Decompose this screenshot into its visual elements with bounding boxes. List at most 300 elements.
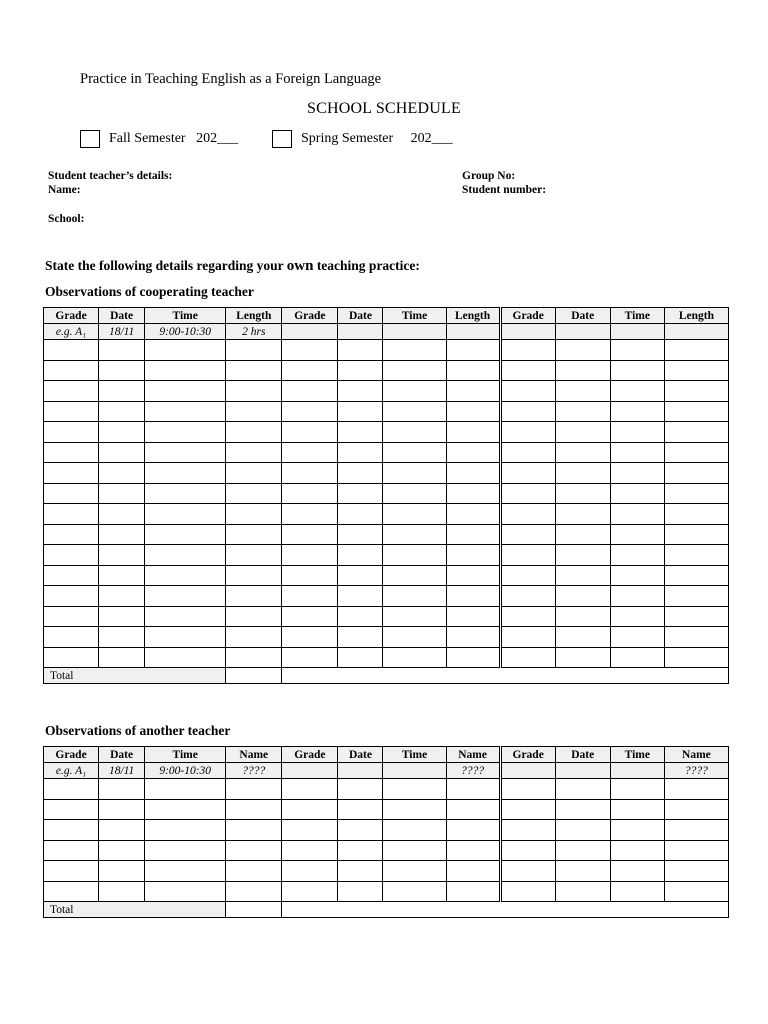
table-cell[interactable] xyxy=(282,401,338,422)
table-cell[interactable] xyxy=(446,422,500,443)
table-cell[interactable] xyxy=(500,442,555,463)
table-cell[interactable] xyxy=(500,360,555,381)
table-cell[interactable] xyxy=(99,881,145,902)
table-cell[interactable] xyxy=(338,647,383,668)
table-cell[interactable] xyxy=(145,586,226,607)
table-cell[interactable] xyxy=(383,647,446,668)
table-cell[interactable] xyxy=(610,504,664,525)
table-cell[interactable] xyxy=(610,360,664,381)
table-cell[interactable] xyxy=(446,360,500,381)
table-cell[interactable] xyxy=(44,606,99,627)
table-cell[interactable] xyxy=(383,606,446,627)
table-cell[interactable] xyxy=(282,524,338,545)
table-cell[interactable] xyxy=(226,463,282,484)
example-cell: e.g. A₁ xyxy=(44,324,99,340)
table-cell[interactable] xyxy=(446,340,500,361)
table-cell[interactable] xyxy=(282,565,338,586)
table-cell[interactable] xyxy=(145,799,226,820)
table-cell[interactable] xyxy=(282,463,338,484)
table-cell[interactable] xyxy=(145,483,226,504)
table-cell[interactable] xyxy=(338,881,383,902)
table-cell[interactable] xyxy=(226,820,282,841)
table-cell[interactable] xyxy=(383,881,446,902)
total-value-cell[interactable] xyxy=(226,902,282,918)
column-header: Time xyxy=(610,308,664,324)
table-cell[interactable] xyxy=(383,861,446,882)
table-cell[interactable] xyxy=(282,627,338,648)
table-cell[interactable] xyxy=(610,442,664,463)
table-cell[interactable] xyxy=(383,483,446,504)
total-label: Total xyxy=(44,668,226,684)
table-cell[interactable] xyxy=(555,483,610,504)
table-cell[interactable] xyxy=(664,483,728,504)
table-cell[interactable] xyxy=(282,504,338,525)
table-cell[interactable] xyxy=(664,504,728,525)
table-cell[interactable] xyxy=(282,881,338,902)
table-cell[interactable] xyxy=(446,647,500,668)
table-cell[interactable] xyxy=(338,799,383,820)
table-cell[interactable] xyxy=(226,647,282,668)
table-cell[interactable] xyxy=(555,422,610,443)
table-cell[interactable] xyxy=(500,504,555,525)
table-cell[interactable] xyxy=(555,340,610,361)
table-cell[interactable] xyxy=(383,586,446,607)
table-cell[interactable] xyxy=(44,779,99,800)
table-cell[interactable] xyxy=(99,861,145,882)
table-cell[interactable] xyxy=(555,360,610,381)
table-cell[interactable] xyxy=(610,606,664,627)
table-cell[interactable] xyxy=(446,401,500,422)
example-cell xyxy=(383,324,446,340)
table-cell[interactable] xyxy=(145,565,226,586)
table-cell[interactable] xyxy=(664,840,728,861)
fall-semester-checkbox[interactable] xyxy=(80,130,100,148)
table-cell[interactable] xyxy=(664,442,728,463)
column-header: Time xyxy=(145,308,226,324)
table-cell[interactable] xyxy=(282,799,338,820)
table-cell[interactable] xyxy=(610,647,664,668)
table-cell[interactable] xyxy=(610,340,664,361)
table-cell[interactable] xyxy=(44,840,99,861)
table-cell[interactable] xyxy=(500,422,555,443)
table-cell[interactable] xyxy=(44,483,99,504)
header-row xyxy=(44,747,729,763)
table-cell[interactable] xyxy=(338,463,383,484)
table-cell[interactable] xyxy=(610,463,664,484)
table-cell[interactable] xyxy=(282,606,338,627)
table-cell[interactable] xyxy=(664,820,728,841)
table-cell[interactable] xyxy=(226,861,282,882)
table-cell[interactable] xyxy=(383,442,446,463)
table-cell[interactable] xyxy=(500,627,555,648)
table-cell[interactable] xyxy=(500,647,555,668)
table-cell[interactable] xyxy=(145,340,226,361)
table-cell[interactable] xyxy=(500,840,555,861)
total-row xyxy=(44,668,729,684)
table-cell[interactable] xyxy=(226,779,282,800)
table-cell[interactable] xyxy=(99,840,145,861)
table-cell[interactable] xyxy=(282,422,338,443)
table-cell[interactable] xyxy=(44,381,99,402)
table-cell[interactable] xyxy=(99,504,145,525)
table-cell[interactable] xyxy=(145,463,226,484)
table-cell[interactable] xyxy=(555,647,610,668)
table-cell[interactable] xyxy=(226,799,282,820)
table-cell[interactable] xyxy=(383,504,446,525)
table-cell[interactable] xyxy=(338,840,383,861)
table-cell[interactable] xyxy=(383,381,446,402)
table-cell[interactable] xyxy=(555,381,610,402)
fall-semester-label: Fall Semester 202___ xyxy=(109,131,239,146)
table-cell[interactable] xyxy=(446,606,500,627)
table-cell[interactable] xyxy=(99,545,145,566)
table-cell[interactable] xyxy=(282,483,338,504)
table-cell[interactable] xyxy=(500,586,555,607)
column-header: Grade xyxy=(282,747,338,763)
table-cell[interactable] xyxy=(44,565,99,586)
table-cell[interactable] xyxy=(555,861,610,882)
table-cell[interactable] xyxy=(664,524,728,545)
table-cell[interactable] xyxy=(446,779,500,800)
table-cell[interactable] xyxy=(99,606,145,627)
table-cell[interactable] xyxy=(383,360,446,381)
table-cell[interactable] xyxy=(99,820,145,841)
table-cell[interactable] xyxy=(500,606,555,627)
table-cell[interactable] xyxy=(338,820,383,841)
table-cell[interactable] xyxy=(446,565,500,586)
table-cell[interactable] xyxy=(383,820,446,841)
example-cell xyxy=(555,763,610,779)
table-cell[interactable] xyxy=(44,861,99,882)
spring-semester-checkbox[interactable] xyxy=(272,130,292,148)
table-cell[interactable] xyxy=(282,779,338,800)
table-cell[interactable] xyxy=(44,463,99,484)
table-cell[interactable] xyxy=(610,861,664,882)
table-cell[interactable] xyxy=(282,586,338,607)
table-cell[interactable] xyxy=(555,401,610,422)
column-header: Date xyxy=(555,747,610,763)
table-cell[interactable] xyxy=(664,381,728,402)
table-cell[interactable] xyxy=(338,401,383,422)
table-cell[interactable] xyxy=(610,881,664,902)
table-cell[interactable] xyxy=(446,524,500,545)
table-cell[interactable] xyxy=(664,545,728,566)
table-cell[interactable] xyxy=(610,627,664,648)
table-cell[interactable] xyxy=(338,545,383,566)
table-cell[interactable] xyxy=(99,422,145,443)
table-cell[interactable] xyxy=(226,442,282,463)
table-cell[interactable] xyxy=(282,442,338,463)
table-cell[interactable] xyxy=(44,586,99,607)
table-cell[interactable] xyxy=(610,820,664,841)
table-cell[interactable] xyxy=(99,483,145,504)
table-cell[interactable] xyxy=(555,799,610,820)
table-cell[interactable] xyxy=(282,545,338,566)
table-cell[interactable] xyxy=(555,627,610,648)
table-cell[interactable] xyxy=(383,840,446,861)
table-cell[interactable] xyxy=(383,545,446,566)
table-cell[interactable] xyxy=(610,483,664,504)
table-cell[interactable] xyxy=(555,881,610,902)
table-cell[interactable] xyxy=(555,524,610,545)
table-cell[interactable] xyxy=(383,565,446,586)
table-cell[interactable] xyxy=(610,840,664,861)
table-cell[interactable] xyxy=(44,442,99,463)
table-cell[interactable] xyxy=(44,881,99,902)
table-cell[interactable] xyxy=(555,504,610,525)
table-cell[interactable] xyxy=(555,545,610,566)
table-cell[interactable] xyxy=(555,442,610,463)
table-cell[interactable] xyxy=(226,627,282,648)
table-cell[interactable] xyxy=(44,504,99,525)
table-cell[interactable] xyxy=(145,442,226,463)
table-cell[interactable] xyxy=(338,360,383,381)
table-cell[interactable] xyxy=(500,381,555,402)
table-cell[interactable] xyxy=(500,820,555,841)
example-cell xyxy=(446,324,500,340)
table-cell[interactable] xyxy=(338,442,383,463)
table-cell[interactable] xyxy=(44,820,99,841)
table-cell[interactable] xyxy=(610,381,664,402)
table-cell[interactable] xyxy=(145,820,226,841)
table-cell[interactable] xyxy=(145,504,226,525)
table-cell[interactable] xyxy=(555,463,610,484)
table-cell[interactable] xyxy=(338,565,383,586)
table-cell[interactable] xyxy=(446,799,500,820)
table-cell[interactable] xyxy=(338,504,383,525)
table-cell[interactable] xyxy=(44,524,99,545)
column-header: Time xyxy=(383,308,446,324)
example-row xyxy=(44,324,729,340)
table-cell[interactable] xyxy=(555,565,610,586)
table-cell[interactable] xyxy=(99,565,145,586)
table-cell[interactable] xyxy=(226,504,282,525)
table-cell[interactable] xyxy=(99,524,145,545)
table-cell[interactable] xyxy=(226,545,282,566)
table-cell[interactable] xyxy=(226,881,282,902)
table-cell[interactable] xyxy=(338,524,383,545)
table-cell[interactable] xyxy=(145,360,226,381)
group-no-label: Group No: xyxy=(462,170,516,182)
table-cell[interactable] xyxy=(500,340,555,361)
table-cell[interactable] xyxy=(555,840,610,861)
table-cell[interactable] xyxy=(383,463,446,484)
table-cell[interactable] xyxy=(664,606,728,627)
table-cell[interactable] xyxy=(446,463,500,484)
table-cell[interactable] xyxy=(145,381,226,402)
table-cell[interactable] xyxy=(664,861,728,882)
table-row xyxy=(44,483,729,504)
table-cell[interactable] xyxy=(226,586,282,607)
table-cell[interactable] xyxy=(500,779,555,800)
section2-title: Observations of another teacher xyxy=(45,723,231,738)
table-cell[interactable] xyxy=(664,881,728,902)
table-cell[interactable] xyxy=(664,565,728,586)
table-cell[interactable] xyxy=(664,799,728,820)
table-cell[interactable] xyxy=(338,861,383,882)
table-cell[interactable] xyxy=(555,586,610,607)
table-cell[interactable] xyxy=(500,545,555,566)
table-cell[interactable] xyxy=(664,647,728,668)
table-cell[interactable] xyxy=(338,483,383,504)
table-cell[interactable] xyxy=(446,861,500,882)
table-cell[interactable] xyxy=(226,360,282,381)
table-cell[interactable] xyxy=(145,606,226,627)
table-cell[interactable] xyxy=(99,340,145,361)
table-cell[interactable] xyxy=(446,381,500,402)
table-cell[interactable] xyxy=(99,799,145,820)
table-cell[interactable] xyxy=(383,799,446,820)
table-cell[interactable] xyxy=(446,627,500,648)
table-cell[interactable] xyxy=(383,627,446,648)
header-row xyxy=(44,308,729,324)
column-header: Date xyxy=(99,308,145,324)
table-cell[interactable] xyxy=(338,422,383,443)
table-cell[interactable] xyxy=(500,799,555,820)
table-cell[interactable] xyxy=(338,340,383,361)
table-cell[interactable] xyxy=(282,861,338,882)
table-cell[interactable] xyxy=(383,524,446,545)
table-cell[interactable] xyxy=(500,401,555,422)
table-cell[interactable] xyxy=(610,524,664,545)
table-cell[interactable] xyxy=(500,524,555,545)
table-cell[interactable] xyxy=(145,779,226,800)
table-cell[interactable] xyxy=(338,381,383,402)
table-cell[interactable] xyxy=(446,840,500,861)
table-cell[interactable] xyxy=(555,606,610,627)
table-cell[interactable] xyxy=(145,627,226,648)
table-cell[interactable] xyxy=(145,861,226,882)
table-cell[interactable] xyxy=(99,779,145,800)
table-cell[interactable] xyxy=(99,360,145,381)
table-cell[interactable] xyxy=(500,881,555,902)
table-cell[interactable] xyxy=(664,401,728,422)
table-cell[interactable] xyxy=(664,586,728,607)
table-cell[interactable] xyxy=(383,401,446,422)
table-cell[interactable] xyxy=(226,840,282,861)
table-cell[interactable] xyxy=(446,545,500,566)
table-cell[interactable] xyxy=(44,627,99,648)
table-cell[interactable] xyxy=(610,565,664,586)
table-cell[interactable] xyxy=(44,360,99,381)
table-cell[interactable] xyxy=(446,820,500,841)
table-cell[interactable] xyxy=(383,779,446,800)
table-cell[interactable] xyxy=(282,360,338,381)
table-cell[interactable] xyxy=(555,779,610,800)
table-cell[interactable] xyxy=(226,340,282,361)
table-cell[interactable] xyxy=(610,422,664,443)
table-cell[interactable] xyxy=(226,524,282,545)
total-value-cell[interactable] xyxy=(226,668,282,684)
table-cell[interactable] xyxy=(383,422,446,443)
table-cell[interactable] xyxy=(664,340,728,361)
table-cell[interactable] xyxy=(145,647,226,668)
table-cell[interactable] xyxy=(282,647,338,668)
table-cell[interactable] xyxy=(500,483,555,504)
table-cell[interactable] xyxy=(226,422,282,443)
table-cell[interactable] xyxy=(44,340,99,361)
column-header: Grade xyxy=(282,308,338,324)
table-cell[interactable] xyxy=(145,401,226,422)
table-cell[interactable] xyxy=(664,360,728,381)
example-cell xyxy=(664,324,728,340)
table-cell[interactable] xyxy=(99,401,145,422)
table-cell[interactable] xyxy=(446,881,500,902)
table-cell[interactable] xyxy=(99,647,145,668)
table-cell[interactable] xyxy=(99,381,145,402)
table-cell[interactable] xyxy=(226,606,282,627)
table-cell[interactable] xyxy=(555,820,610,841)
table-cell[interactable] xyxy=(282,381,338,402)
table-cell[interactable] xyxy=(610,586,664,607)
table-cell[interactable] xyxy=(145,840,226,861)
table-cell[interactable] xyxy=(338,627,383,648)
column-header: Date xyxy=(338,308,383,324)
table-row xyxy=(44,381,729,402)
table-cell[interactable] xyxy=(145,881,226,902)
column-header: Date xyxy=(338,747,383,763)
example-cell xyxy=(610,763,664,779)
table-cell[interactable] xyxy=(500,861,555,882)
table-cell[interactable] xyxy=(446,483,500,504)
table-cell[interactable] xyxy=(99,463,145,484)
table-cell[interactable] xyxy=(44,401,99,422)
table-cell[interactable] xyxy=(145,422,226,443)
table-cell[interactable] xyxy=(383,340,446,361)
table-cell[interactable] xyxy=(44,545,99,566)
table-cell[interactable] xyxy=(282,340,338,361)
table-row xyxy=(44,545,729,566)
table-cell[interactable] xyxy=(610,401,664,422)
table-cell[interactable] xyxy=(446,586,500,607)
table-cell[interactable] xyxy=(99,442,145,463)
column-header: Name xyxy=(446,747,500,763)
table-cell[interactable] xyxy=(145,524,226,545)
total-row xyxy=(44,902,729,918)
table-cell[interactable] xyxy=(44,422,99,443)
table-cell[interactable] xyxy=(446,442,500,463)
example-cell: 2 hrs xyxy=(226,324,282,340)
table-cell[interactable] xyxy=(226,381,282,402)
table-cell[interactable] xyxy=(500,463,555,484)
table-cell[interactable] xyxy=(664,779,728,800)
table-cell[interactable] xyxy=(664,463,728,484)
table-cell[interactable] xyxy=(338,779,383,800)
table-cell[interactable] xyxy=(664,627,728,648)
table-cell[interactable] xyxy=(338,586,383,607)
example-cell: e.g. A₁ xyxy=(44,763,99,779)
table-cell[interactable] xyxy=(282,820,338,841)
table-cell[interactable] xyxy=(664,422,728,443)
table-cell[interactable] xyxy=(99,586,145,607)
table-cell[interactable] xyxy=(610,545,664,566)
table-cell[interactable] xyxy=(44,647,99,668)
table-cell[interactable] xyxy=(226,401,282,422)
table-cell[interactable] xyxy=(282,840,338,861)
table-row xyxy=(44,779,729,800)
table-cell[interactable] xyxy=(500,565,555,586)
table-cell[interactable] xyxy=(145,545,226,566)
table-cell[interactable] xyxy=(226,565,282,586)
table-cell[interactable] xyxy=(610,779,664,800)
table-cell[interactable] xyxy=(226,483,282,504)
table-cell[interactable] xyxy=(446,504,500,525)
example-cell xyxy=(282,324,338,340)
table-cell[interactable] xyxy=(44,799,99,820)
table-cell[interactable] xyxy=(338,606,383,627)
table-cell[interactable] xyxy=(610,799,664,820)
table-cell[interactable] xyxy=(99,627,145,648)
